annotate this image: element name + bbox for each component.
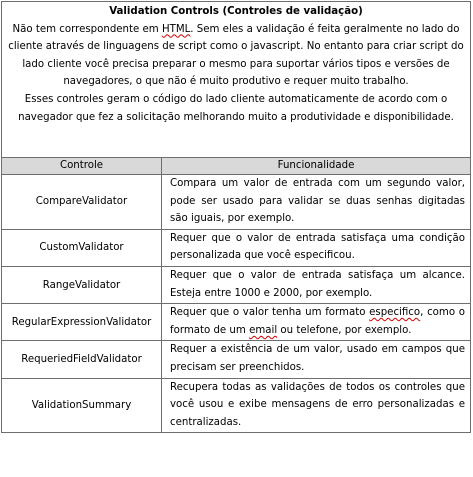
control-name: CompareValidator: [2, 175, 162, 230]
control-function: Recupera todas as validações de todos os controles que você usou e exibe mensagens de erro personalizadas e centralizadas.: [162, 378, 471, 433]
header-row: [2, 158, 471, 175]
table-row: [2, 378, 471, 433]
table-row: [2, 229, 471, 266]
control-function: [162, 304, 471, 341]
intro-paragraph-1: [6, 21, 466, 91]
function-word-especifico: especifico: [369, 307, 421, 319]
control-name: RangeValidator: [2, 266, 162, 303]
intro-paragraph-2: Esses controles geram o código do lado cliente automaticamente de acordo com o navegador que fez a solicitação melhorando muito a produtividade e disponibilidade.: [18, 93, 454, 123]
intro-html-word: HTML: [161, 23, 191, 35]
control-name: ValidationSummary: [2, 378, 162, 433]
table-row: [2, 304, 471, 341]
validation-controls-table: [1, 1, 471, 433]
control-function: Compara um valor de entrada com um segundo valor, pode ser usado para validar se duas senhas digitadas são iguais, por exemplo.: [162, 175, 471, 230]
table-row: [2, 175, 471, 230]
function-text-mid: , como o formato de um: [170, 307, 465, 336]
header-funcionalidade: Funcionalidade: [162, 158, 471, 175]
intro-cell: [2, 2, 471, 158]
table-row: [2, 266, 471, 303]
control-function: Requer que o valor de entrada satisfaça um alcance. Esteja entre 1000 e 2000, por exemplo.: [162, 266, 471, 303]
control-function: Requer a existência de um valor, usado em campos que precisam ser preenchidos.: [162, 341, 471, 378]
control-name: RequeriedFieldValidator: [2, 341, 162, 378]
intro-text-post: . Sem eles a validação é feita geralmente no lado do cliente através de linguagens de script como o javascript. No entanto para criar script do lado cliente você precisa preparar o mesmo para suportar vários tipos e versões de navegadores, o que não é muito produtivo e requer muito trabalho.: [8, 23, 464, 88]
control-name: RegularExpressionValidator: [2, 304, 162, 341]
table-title: Validation Controls (Controles de validação): [109, 6, 363, 17]
header-controle: Controle: [2, 158, 162, 175]
table-row: [2, 341, 471, 378]
control-name: CustomValidator: [2, 229, 162, 266]
intro-text-pre: Não tem correspondente em: [12, 23, 162, 35]
control-function: Requer que o valor de entrada satisfaça uma condição personalizada que você especificou.: [162, 229, 471, 266]
function-word-email: email: [249, 324, 278, 336]
intro-row: [2, 2, 471, 158]
function-text-post: ou telefone, por exemplo.: [277, 324, 412, 336]
function-text-pre: Requer que o valor tenha um formato: [170, 307, 370, 319]
